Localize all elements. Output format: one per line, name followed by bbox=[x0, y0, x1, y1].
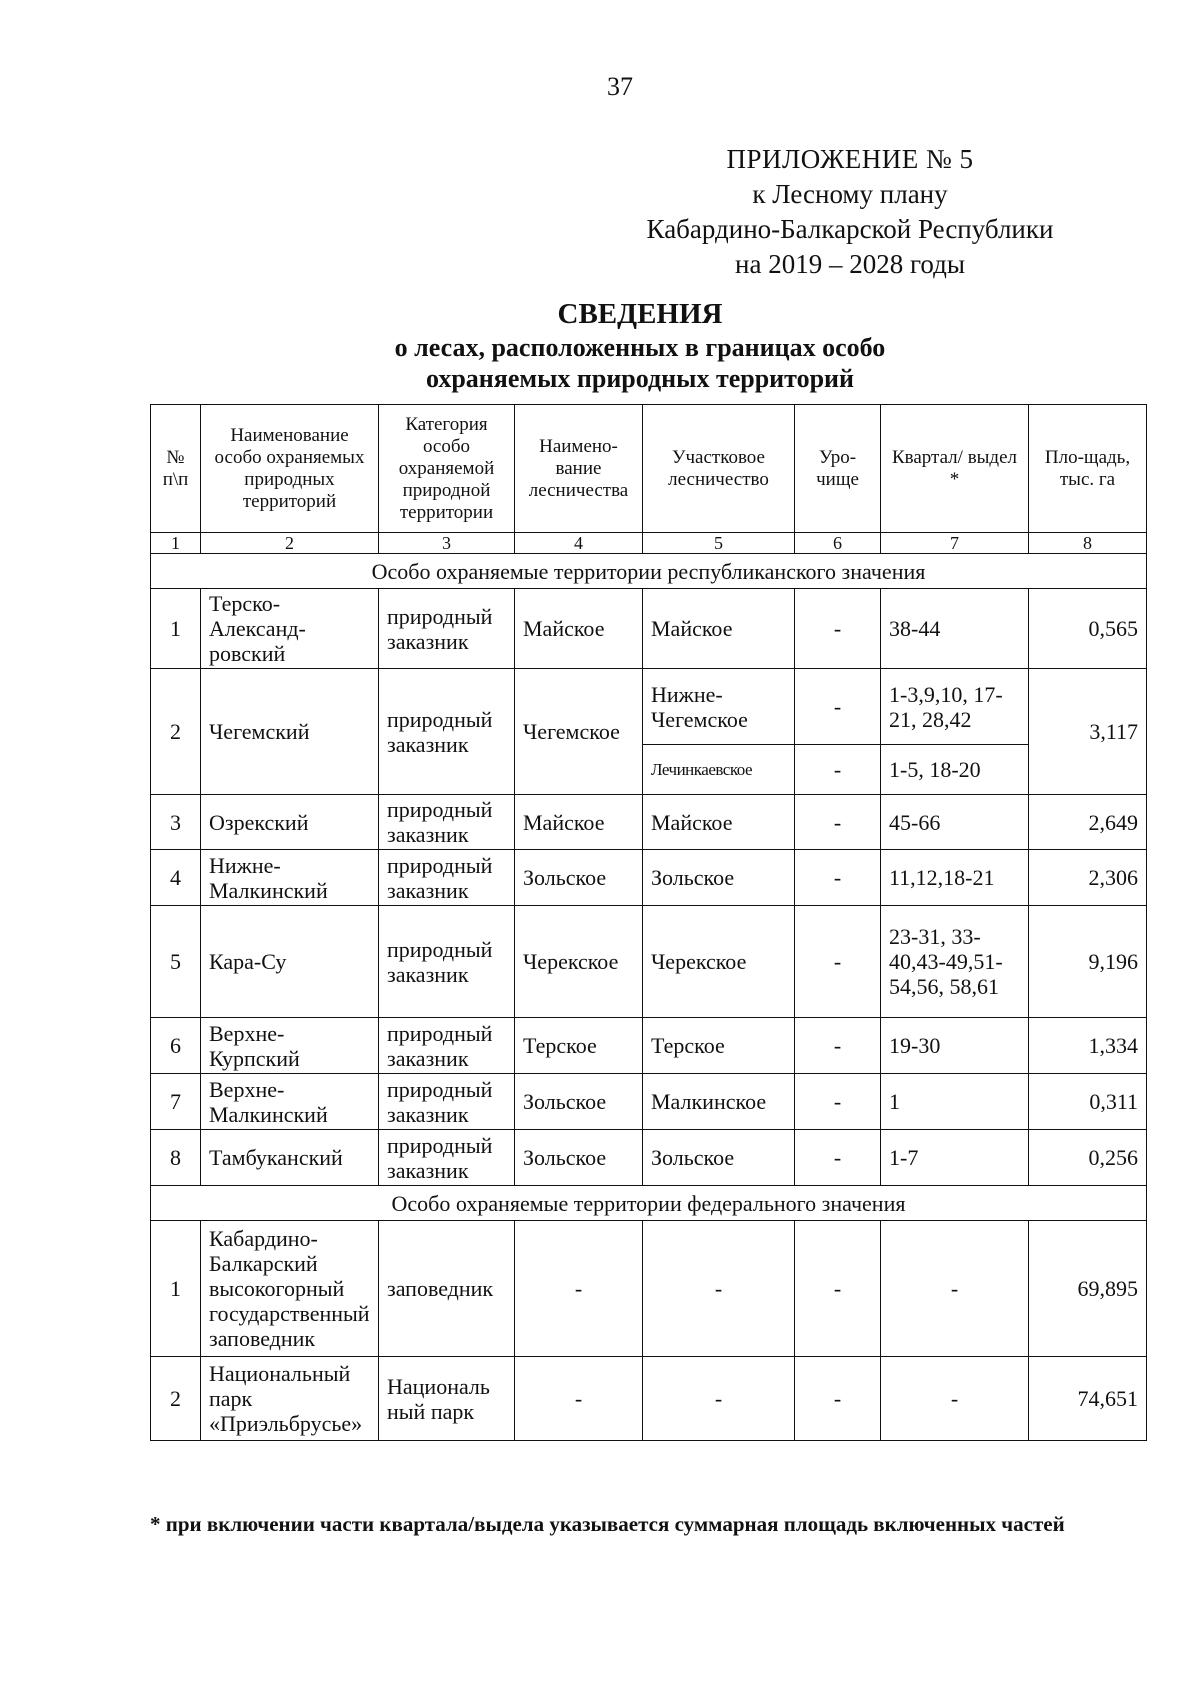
column-number: 6 bbox=[795, 533, 881, 554]
cell-name: Чегемский bbox=[201, 669, 379, 795]
section-row-federal bbox=[151, 1186, 1147, 1221]
cell-district: Майское bbox=[643, 589, 795, 669]
cell-district: Черекское bbox=[643, 906, 795, 1018]
header-forestry: Наимено-вание лесничества bbox=[515, 405, 643, 533]
table-row bbox=[151, 1357, 1147, 1441]
cell-tract: - bbox=[795, 589, 881, 669]
header-category: Категория особо охраняемой природной территории bbox=[379, 405, 515, 533]
appendix-line-3: на 2019 – 2028 годы bbox=[735, 249, 965, 279]
cell-tract: - bbox=[795, 850, 881, 906]
cell-district: Лечинкаевское bbox=[643, 745, 795, 795]
cell-num: 5 bbox=[151, 906, 201, 1018]
cell-quarter: 19-30 bbox=[881, 1018, 1029, 1074]
cell-tract: - bbox=[795, 1018, 881, 1074]
cell-quarter: 45-66 bbox=[881, 795, 1029, 850]
cell-area: 1,334 bbox=[1029, 1018, 1147, 1074]
column-number: 5 bbox=[643, 533, 795, 554]
header-area: Пло-щадь, тыс. га bbox=[1029, 405, 1147, 533]
document-subtitle-1: о лесах, расположенных в границах особо bbox=[394, 333, 886, 362]
document-heading bbox=[150, 296, 1130, 394]
cell-name: Терско-Александ-ровский bbox=[201, 589, 379, 669]
cell-tract: - bbox=[795, 1130, 881, 1186]
cell-area: 74,651 bbox=[1029, 1357, 1147, 1441]
cell-name: Верхне-Курпский bbox=[201, 1018, 379, 1074]
cell-name: Кара-Су bbox=[201, 906, 379, 1018]
cell-forestry: Зольское bbox=[515, 1074, 643, 1130]
cell-category: Националь ный парк bbox=[379, 1357, 515, 1441]
cell-district: Зольское bbox=[643, 850, 795, 906]
section-row-republican bbox=[151, 554, 1147, 589]
cell-quarter: 38-44 bbox=[881, 589, 1029, 669]
header-name: Наименование особо охраняемых природных территорий bbox=[201, 405, 379, 533]
cell-district: - bbox=[643, 1221, 795, 1357]
cell-num: 6 bbox=[151, 1018, 201, 1074]
cell-area: 0,311 bbox=[1029, 1074, 1147, 1130]
cell-forestry: Зольское bbox=[515, 850, 643, 906]
cell-name: Нижне-Малкинский bbox=[201, 850, 379, 906]
cell-area: 2,649 bbox=[1029, 795, 1147, 850]
cell-area: 0,565 bbox=[1029, 589, 1147, 669]
cell-quarter: 23-31, 33-40,43-49,51-54,56, 58,61 bbox=[881, 906, 1029, 1018]
cell-name: Тамбуканский bbox=[201, 1130, 379, 1186]
column-number: 2 bbox=[201, 533, 379, 554]
cell-name: Национальный парк «Приэльбрусье» bbox=[201, 1357, 379, 1441]
cell-quarter: 1 bbox=[881, 1074, 1029, 1130]
cell-area: 3,117 bbox=[1029, 669, 1147, 795]
cell-tract: - bbox=[795, 745, 881, 795]
cell-tract: - bbox=[795, 1221, 881, 1357]
cell-tract: - bbox=[795, 1357, 881, 1441]
cell-quarter: 11,12,18-21 bbox=[881, 850, 1029, 906]
cell-forestry: - bbox=[515, 1221, 643, 1357]
document-title: СВЕДЕНИЯ bbox=[557, 298, 723, 330]
cell-category: заповедник bbox=[379, 1221, 515, 1357]
cell-category: природный заказник bbox=[379, 1018, 515, 1074]
header-district: Участковое лесничество bbox=[643, 405, 795, 533]
table-row bbox=[151, 795, 1147, 850]
cell-num: 2 bbox=[151, 669, 201, 795]
cell-name: Верхне-Малкинский bbox=[201, 1074, 379, 1130]
cell-num: 4 bbox=[151, 850, 201, 906]
footnote: * при включении части квартала/выдела указывается суммарная площадь включенных частей bbox=[150, 1512, 1065, 1536]
appendix-line-2: Кабардино-Балкарской Республики bbox=[646, 214, 1054, 244]
column-numbers-row bbox=[151, 533, 1147, 554]
section-title-republican: Особо охраняемые территории республиканского значения bbox=[151, 554, 1147, 589]
cell-num: 3 bbox=[151, 795, 201, 850]
cell-area: 2,306 bbox=[1029, 850, 1147, 906]
cell-num: 1 bbox=[151, 589, 201, 669]
cell-num: 2 bbox=[151, 1357, 201, 1441]
column-number: 4 bbox=[515, 533, 643, 554]
cell-category: природный заказник bbox=[379, 795, 515, 850]
cell-district: Зольское bbox=[643, 1130, 795, 1186]
appendix-block bbox=[560, 142, 1140, 282]
cell-quarter: - bbox=[881, 1221, 1029, 1357]
column-number: 1 bbox=[151, 533, 201, 554]
cell-category: природный заказник bbox=[379, 1074, 515, 1130]
table-row bbox=[151, 669, 1147, 745]
table-row bbox=[151, 850, 1147, 906]
cell-tract: - bbox=[795, 795, 881, 850]
column-number: 8 bbox=[1029, 533, 1147, 554]
header-num: № п\п bbox=[151, 405, 201, 533]
cell-name: Кабардино-Балкарский высокогорный государственный заповедник bbox=[201, 1221, 379, 1357]
cell-quarter: 1-7 bbox=[881, 1130, 1029, 1186]
table-row bbox=[151, 1130, 1147, 1186]
cell-quarter: - bbox=[881, 1357, 1029, 1441]
table-header-row bbox=[151, 405, 1147, 533]
cell-district: Нижне-Чегемское bbox=[643, 669, 795, 745]
page-number: 37 bbox=[607, 72, 633, 101]
column-number: 3 bbox=[379, 533, 515, 554]
cell-category: природный заказник bbox=[379, 589, 515, 669]
cell-quarter: 1-3,9,10, 17-21, 28,42 bbox=[881, 669, 1029, 745]
cell-num: 8 bbox=[151, 1130, 201, 1186]
document-subtitle-2: охраняемых природных территорий bbox=[425, 364, 855, 393]
protected-areas-table bbox=[150, 404, 1147, 1441]
cell-area: 0,256 bbox=[1029, 1130, 1147, 1186]
table-row bbox=[151, 1074, 1147, 1130]
cell-num: 1 bbox=[151, 1221, 201, 1357]
cell-forestry: - bbox=[515, 1357, 643, 1441]
cell-forestry: Черекское bbox=[515, 906, 643, 1018]
cell-district: Терское bbox=[643, 1018, 795, 1074]
cell-district: - bbox=[643, 1357, 795, 1441]
cell-category: природный заказник bbox=[379, 1130, 515, 1186]
cell-quarter: 1-5, 18-20 bbox=[881, 745, 1029, 795]
appendix-line-1: к Лесному плану bbox=[752, 179, 948, 209]
cell-forestry: Майское bbox=[515, 589, 643, 669]
table-row bbox=[151, 906, 1147, 1018]
cell-district: Малкинское bbox=[643, 1074, 795, 1130]
table-row bbox=[151, 1221, 1147, 1357]
cell-category: природный заказник bbox=[379, 850, 515, 906]
cell-area: 9,196 bbox=[1029, 906, 1147, 1018]
cell-category: природный заказник bbox=[379, 906, 515, 1018]
cell-tract: - bbox=[795, 906, 881, 1018]
cell-area: 69,895 bbox=[1029, 1221, 1147, 1357]
cell-num: 7 bbox=[151, 1074, 201, 1130]
table-row bbox=[151, 1018, 1147, 1074]
cell-tract: - bbox=[795, 669, 881, 745]
section-title-federal: Особо охраняемые территории федерального значения bbox=[151, 1186, 1147, 1221]
appendix-title: ПРИЛОЖЕНИЕ № 5 bbox=[726, 144, 974, 174]
cell-forestry: Майское bbox=[515, 795, 643, 850]
header-quarter: Квартал/ выдел * bbox=[881, 405, 1029, 533]
cell-tract: - bbox=[795, 1074, 881, 1130]
cell-forestry: Чегемское bbox=[515, 669, 643, 795]
cell-forestry: Зольское bbox=[515, 1130, 643, 1186]
cell-district: Майское bbox=[643, 795, 795, 850]
table-row bbox=[151, 589, 1147, 669]
column-number: 7 bbox=[881, 533, 1029, 554]
header-tract: Уро-чище bbox=[795, 405, 881, 533]
cell-forestry: Терское bbox=[515, 1018, 643, 1074]
cell-category: природный заказник bbox=[379, 669, 515, 795]
cell-name: Озрекский bbox=[201, 795, 379, 850]
